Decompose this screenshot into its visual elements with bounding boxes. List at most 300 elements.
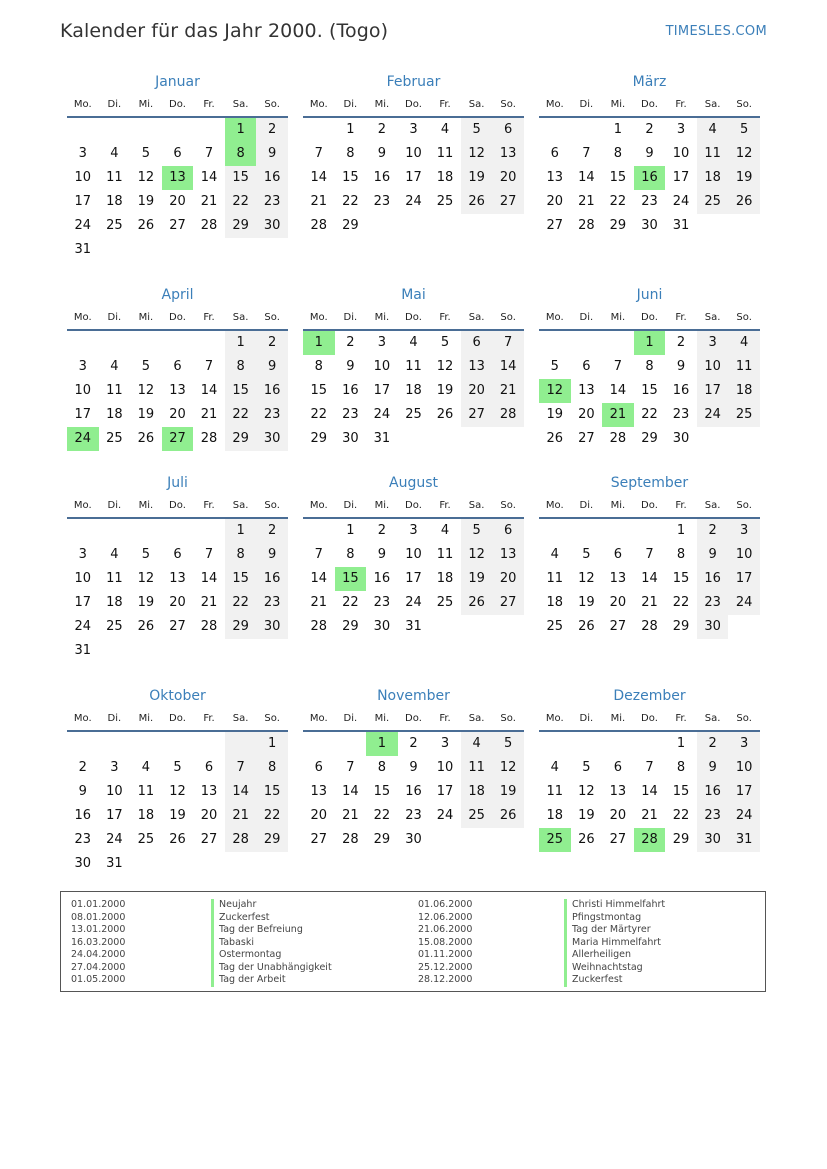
day-cell: 12 [578, 571, 595, 586]
weekday-label: Mo. [309, 500, 328, 511]
day-cell: 12 [728, 142, 760, 166]
legend-holiday-name: Weihnachtstag [564, 962, 665, 975]
day-cell: 16 [74, 808, 92, 823]
month-days [303, 118, 524, 238]
day-cell: 15 [225, 567, 257, 591]
day-cell: 16 [697, 780, 729, 804]
week-row [539, 427, 760, 451]
weekday-label: Di. [343, 713, 358, 724]
day-cell: 17 [436, 784, 454, 799]
day-cell: 12 [169, 784, 186, 799]
empty-cell [162, 331, 194, 355]
day-cell: 6 [582, 359, 591, 374]
day-cell: 16 [697, 567, 729, 591]
day-cell: 30 [256, 615, 288, 639]
week-row [67, 427, 288, 451]
day-cell: 23 [373, 595, 391, 610]
legend-holiday-name: Neujahr [211, 899, 332, 912]
week-row [67, 639, 288, 663]
empty-cell [461, 828, 493, 852]
month-block [303, 686, 524, 852]
empty-cell [602, 519, 634, 543]
day-cell: 29 [373, 832, 391, 847]
month-block [539, 686, 760, 852]
day-cell: 9 [645, 146, 654, 161]
weekday-label: Fr. [439, 312, 451, 323]
day-cell: 8 [645, 359, 654, 374]
weekday-label: Fr. [203, 713, 215, 724]
legend-date: 01.01.2000 [71, 899, 126, 910]
day-cell: 16 [256, 166, 288, 190]
day-cell: 23 [342, 407, 359, 422]
day-cell: 1 [225, 519, 257, 543]
weekday-label: Di. [107, 500, 122, 511]
weekday-label: Fr. [675, 312, 687, 323]
day-cell: 10 [405, 547, 422, 562]
day-cell: 3 [440, 736, 450, 751]
day-cell: 25 [106, 218, 123, 233]
day-cell: 6 [550, 146, 559, 161]
day-cell: 10 [106, 784, 123, 799]
weekday-header [303, 708, 524, 732]
month-block [303, 72, 524, 238]
legend-dates-left [71, 899, 125, 987]
week-row [303, 118, 524, 142]
day-cell: 19 [578, 595, 595, 610]
weekday-header [67, 307, 288, 331]
day-cell: 21 [200, 595, 218, 610]
weekday-label: Do. [169, 713, 186, 724]
weekday-label: Mi. [138, 312, 154, 323]
weekday-label: Mo. [309, 99, 328, 110]
day-cell: 28 [310, 619, 328, 634]
day-cell: 15 [225, 166, 257, 190]
month-name: August [389, 475, 438, 491]
day-cell: 31 [405, 619, 422, 634]
day-cell: 26 [728, 190, 760, 214]
day-cell: 2 [697, 519, 729, 543]
week-row [539, 615, 760, 639]
legend-date: 15.08.2000 [418, 936, 473, 948]
day-cell: 18 [697, 166, 729, 190]
week-row [67, 567, 288, 591]
day-cell: 17 [728, 780, 760, 804]
weekday-label: Mo. [73, 312, 92, 323]
empty-cell [130, 732, 162, 756]
week-row [67, 780, 288, 804]
day-cell: 17 [728, 567, 760, 591]
day-cell: 22 [256, 804, 288, 828]
day-cell: 30 [697, 828, 729, 852]
weekday-label: Fr. [675, 713, 687, 724]
week-row [539, 567, 760, 591]
day-cell: 14 [200, 170, 218, 185]
empty-cell [571, 331, 603, 355]
day-cell: 9 [78, 784, 87, 799]
month-block [67, 473, 288, 663]
empty-cell [728, 615, 760, 639]
day-cell: 1 [613, 122, 623, 137]
day-cell: 3 [78, 359, 87, 374]
day-cell: 6 [461, 331, 493, 355]
weekday-label: Sa. [468, 713, 485, 724]
month-name: März [632, 74, 667, 90]
day-cell: 9 [256, 142, 288, 166]
day-cell: 3 [78, 146, 87, 161]
day-cell: 27 [609, 619, 627, 634]
day-cell: 21 [200, 407, 218, 422]
weekday-label: So. [264, 312, 280, 323]
legend-dates-right [418, 899, 472, 987]
day-cell: 4 [110, 547, 119, 562]
week-row [303, 379, 524, 403]
day-cell: 4 [440, 122, 450, 137]
day-cell: 8 [314, 359, 323, 374]
day-cell: 11 [461, 756, 493, 780]
day-cell: 7 [582, 146, 591, 161]
empty-cell [602, 331, 634, 355]
week-row [539, 379, 760, 403]
week-row [67, 852, 288, 876]
month-days [67, 519, 288, 663]
day-cell: 18 [106, 194, 123, 209]
empty-cell [429, 615, 461, 639]
day-cell: 3 [728, 519, 760, 543]
day-cell: 19 [492, 780, 524, 804]
week-row [539, 142, 760, 166]
day-cell: 13 [578, 383, 595, 398]
day-cell: 29 [672, 832, 690, 847]
day-cell: 5 [141, 359, 151, 374]
day-cell: 7 [613, 359, 623, 374]
legend-holiday-name: Tag der Unabhängigkeit [211, 962, 332, 975]
weekday-label: Mi. [138, 99, 154, 110]
day-cell: 11 [697, 142, 729, 166]
day-cell: 19 [461, 166, 493, 190]
weekday-label: Do. [169, 500, 186, 511]
day-cell: 14 [225, 780, 257, 804]
day-cell: 23 [641, 194, 658, 209]
weekday-label: Sa. [232, 500, 249, 511]
day-cell: 20 [578, 407, 595, 422]
week-row [539, 591, 760, 615]
day-cell: 6 [173, 146, 182, 161]
weekday-label: Mo. [73, 99, 92, 110]
weekday-label: So. [500, 500, 516, 511]
legend-date: 25.12.2000 [418, 961, 473, 973]
day-cell: 19 [137, 595, 155, 610]
day-cell: 8 [256, 756, 288, 780]
weekday-label: Di. [579, 500, 594, 511]
day-cell: 1 [346, 122, 355, 137]
empty-cell [539, 519, 571, 543]
day-cell: 7 [645, 760, 654, 775]
weekday-label: Mi. [610, 500, 626, 511]
weekday-label: Fr. [203, 99, 215, 110]
empty-cell [99, 238, 131, 262]
day-cell: 21 [641, 595, 658, 610]
day-cell: 11 [546, 784, 564, 799]
month-days [539, 331, 760, 451]
day-cell: 21 [492, 379, 524, 403]
empty-cell [130, 519, 162, 543]
day-cell: 10 [728, 543, 760, 567]
day-cell: 8 [377, 760, 387, 775]
empty-cell [193, 639, 225, 663]
day-cell: 28 [200, 619, 218, 634]
day-cell: 21 [310, 595, 328, 610]
day-cell: 16 [634, 166, 666, 190]
day-cell: 22 [641, 407, 658, 422]
day-cell: 4 [461, 732, 493, 756]
week-row [303, 355, 524, 379]
day-cell: 13 [461, 355, 493, 379]
day-cell: 15 [373, 784, 391, 799]
legend-holiday-name: Tag der Befreiung [211, 924, 332, 937]
empty-cell [571, 732, 603, 756]
weekday-label: Mo. [545, 713, 564, 724]
empty-cell [303, 118, 335, 142]
weekday-label: Sa. [704, 713, 721, 724]
day-cell: 21 [641, 808, 658, 823]
day-cell: 20 [169, 407, 186, 422]
month-days [539, 118, 760, 238]
weekday-label: So. [264, 99, 280, 110]
day-cell: 6 [314, 760, 323, 775]
day-cell: 19 [461, 567, 493, 591]
month-days [67, 331, 288, 451]
day-cell: 2 [377, 122, 387, 137]
empty-cell [461, 427, 493, 451]
day-cell: 30 [342, 431, 359, 446]
day-cell: 18 [546, 595, 564, 610]
weekday-label: Sa. [468, 500, 485, 511]
weekday-label: Do. [169, 312, 186, 323]
weekday-label: Fr. [439, 713, 451, 724]
week-row [67, 142, 288, 166]
holiday-legend [60, 891, 766, 992]
day-cell: 28 [342, 832, 359, 847]
weekday-label: Di. [579, 312, 594, 323]
weekday-label: Mi. [138, 713, 154, 724]
brand-link[interactable]: TIMESLES.COM [665, 24, 767, 39]
day-cell: 4 [697, 118, 729, 142]
day-cell: 22 [373, 808, 391, 823]
day-cell: 5 [141, 547, 151, 562]
day-cell: 18 [106, 595, 123, 610]
day-cell: 28 [492, 403, 524, 427]
weekday-label: Di. [107, 312, 122, 323]
day-cell: 25 [106, 619, 123, 634]
weekday-label: Fr. [439, 500, 451, 511]
day-cell: 30 [373, 619, 391, 634]
day-cell: 2 [409, 736, 418, 751]
day-cell: 22 [342, 595, 359, 610]
day-cell: 4 [728, 331, 760, 355]
month-name: Mai [401, 287, 426, 303]
empty-cell [602, 732, 634, 756]
empty-cell [162, 238, 194, 262]
legend-holiday-name: Tag der Märtyrer [564, 924, 665, 937]
weekday-label: Do. [405, 312, 422, 323]
day-cell: 16 [373, 571, 391, 586]
day-cell: 29 [225, 427, 257, 451]
legend-date: 27.04.2000 [71, 961, 126, 973]
empty-cell [130, 852, 162, 876]
weekday-label: Do. [641, 99, 658, 110]
month-block [539, 473, 760, 639]
month-block [303, 473, 524, 639]
day-cell: 9 [697, 543, 729, 567]
legend-date: 01.05.2000 [71, 974, 126, 985]
weekday-label: Di. [343, 312, 358, 323]
day-cell: 3 [409, 122, 418, 137]
week-row [303, 732, 524, 756]
day-cell: 20 [200, 808, 218, 823]
day-cell: 15 [335, 567, 367, 591]
week-row [303, 403, 524, 427]
day-cell: 23 [405, 808, 422, 823]
week-row [67, 403, 288, 427]
day-cell: 26 [578, 832, 595, 847]
month-days [67, 118, 288, 262]
weekday-header [67, 708, 288, 732]
day-cell: 28 [200, 218, 218, 233]
day-cell: 7 [492, 331, 524, 355]
legend-date: 01.11.2000 [418, 949, 473, 960]
empty-cell [193, 118, 225, 142]
weekday-label: Fr. [675, 99, 687, 110]
legend-holiday-name: Allerheiligen [564, 949, 665, 962]
day-cell: 4 [409, 335, 418, 350]
day-cell: 9 [676, 359, 686, 374]
day-cell: 23 [74, 832, 92, 847]
week-row [67, 190, 288, 214]
empty-cell [539, 118, 571, 142]
week-row [539, 543, 760, 567]
day-cell: 21 [200, 194, 218, 209]
day-cell: 12 [539, 379, 571, 403]
weekday-label: Mi. [374, 500, 390, 511]
empty-cell [398, 427, 430, 451]
day-cell: 15 [310, 383, 328, 398]
day-cell: 30 [256, 214, 288, 238]
empty-cell [225, 852, 257, 876]
day-cell: 10 [74, 571, 92, 586]
day-cell: 26 [137, 218, 155, 233]
month-block [67, 686, 288, 876]
empty-cell [225, 238, 257, 262]
day-cell: 23 [256, 591, 288, 615]
empty-cell [492, 615, 524, 639]
weekday-label: Mo. [545, 99, 564, 110]
day-cell: 1 [346, 523, 355, 538]
month-name: Oktober [149, 688, 206, 704]
day-cell: 7 [645, 547, 654, 562]
weekday-label: Do. [169, 99, 186, 110]
day-cell: 23 [256, 190, 288, 214]
empty-cell [193, 732, 225, 756]
weekday-label: Sa. [468, 312, 485, 323]
day-cell: 29 [342, 218, 359, 233]
empty-cell [67, 331, 99, 355]
day-cell: 15 [609, 170, 627, 185]
weekday-label: Fr. [203, 312, 215, 323]
day-cell: 13 [169, 571, 186, 586]
day-cell: 2 [256, 519, 288, 543]
empty-cell [539, 732, 571, 756]
day-cell: 29 [225, 615, 257, 639]
weekday-label: Sa. [704, 500, 721, 511]
weekday-header [67, 94, 288, 118]
week-row [67, 804, 288, 828]
day-cell: 4 [550, 547, 559, 562]
day-cell: 2 [256, 331, 288, 355]
day-cell: 24 [405, 595, 422, 610]
day-cell: 7 [204, 547, 214, 562]
empty-cell [130, 331, 162, 355]
day-cell: 29 [609, 218, 627, 233]
month-name: Juli [167, 475, 188, 491]
empty-cell [429, 427, 461, 451]
day-cell: 8 [346, 146, 355, 161]
legend-date: 01.06.2000 [418, 899, 473, 910]
day-cell: 16 [342, 383, 359, 398]
weekday-label: Di. [107, 713, 122, 724]
empty-cell [461, 615, 493, 639]
day-cell: 25 [405, 407, 422, 422]
day-cell: 15 [342, 170, 359, 185]
day-cell: 6 [492, 118, 524, 142]
month-days [303, 732, 524, 852]
legend-date: 24.04.2000 [71, 949, 126, 960]
day-cell: 23 [373, 194, 391, 209]
day-cell: 13 [200, 784, 218, 799]
day-cell: 6 [173, 359, 182, 374]
day-cell: 20 [310, 808, 328, 823]
empty-cell [697, 427, 729, 451]
day-cell: 11 [728, 355, 760, 379]
day-cell: 10 [436, 760, 454, 775]
empty-cell [225, 639, 257, 663]
day-cell: 8 [346, 547, 355, 562]
empty-cell [728, 214, 760, 238]
weekday-header [303, 94, 524, 118]
day-cell: 4 [141, 760, 151, 775]
day-cell: 25 [436, 194, 454, 209]
day-cell: 12 [461, 142, 493, 166]
day-cell: 13 [492, 543, 524, 567]
day-cell: 31 [373, 431, 391, 446]
day-cell: 13 [492, 142, 524, 166]
legend-holiday-name: Zuckerfest [564, 974, 665, 987]
empty-cell [634, 732, 666, 756]
day-cell: 26 [578, 619, 595, 634]
week-row [303, 214, 524, 238]
week-row [539, 118, 760, 142]
day-cell: 9 [377, 146, 387, 161]
week-row [539, 519, 760, 543]
weekday-label: Di. [579, 713, 594, 724]
weekday-label: So. [736, 99, 752, 110]
day-cell: 10 [74, 383, 92, 398]
day-cell: 21 [225, 804, 257, 828]
day-cell: 29 [342, 619, 359, 634]
day-cell: 5 [461, 519, 493, 543]
day-cell: 14 [609, 383, 627, 398]
day-cell: 24 [405, 194, 422, 209]
day-cell: 2 [676, 335, 686, 350]
